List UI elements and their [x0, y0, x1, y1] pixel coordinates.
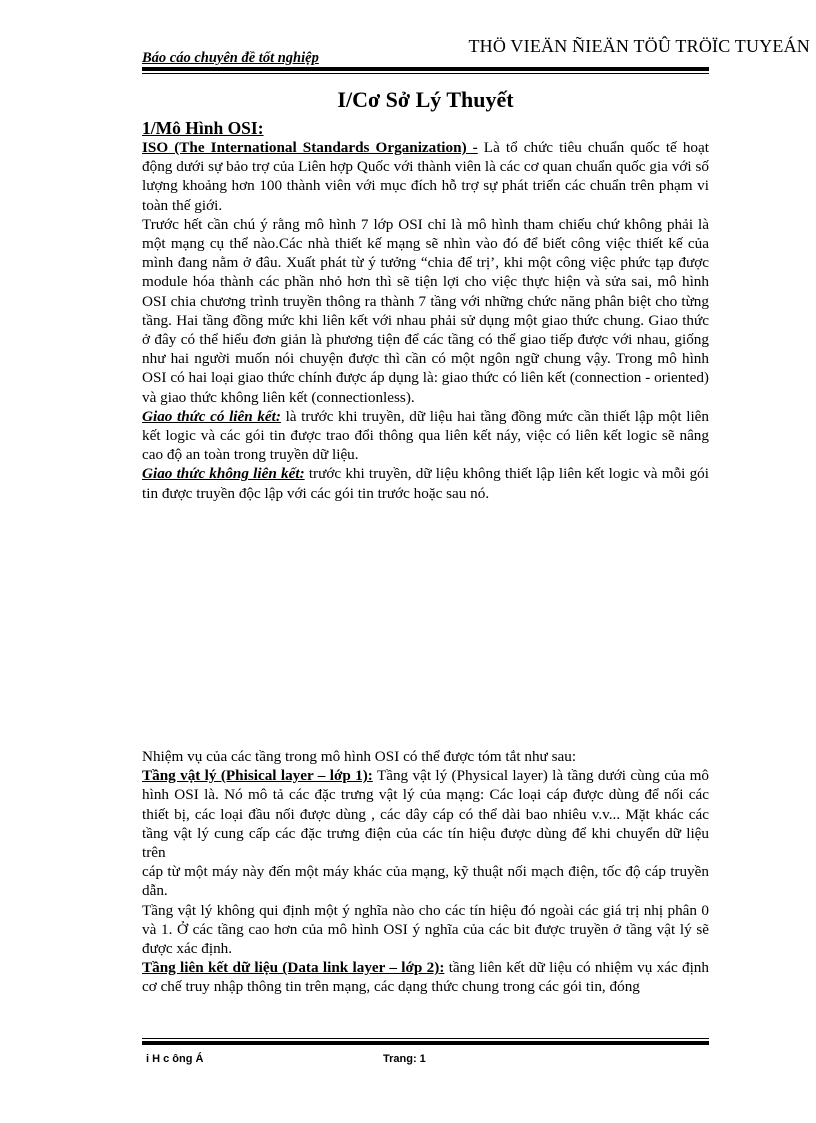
data-link-lead: Tầng liên kết dữ liệu (Data link layer – lớp 2):: [142, 959, 445, 977]
data-link-paragraph: [142, 958, 709, 996]
physical-layer-paragraph: [142, 766, 709, 862]
site-banner: THÖ VIEÄN ÑIEÄN TÖÛ TRÖÏC TUYEÁN: [468, 36, 810, 56]
header-rule-thick: [142, 67, 709, 71]
iso-lead: ISO (The International Standards Organization) -: [142, 139, 478, 156]
connection-oriented-text: là trước khi truyền, dữ liệu hai tầng đồng mức cần thiết lập một liên kết logic và các gói tin được trao đổi thông qua liên kết náy, việc có liên kết logic sẽ nâng cao độ an toàn trong truyền dữ liệu.: [142, 407, 709, 464]
physical-layer-text: Tầng vật lý (Physical layer) là tầng dưới cùng của mô hình OSI là. Nó mô tả các đặc trưng vật lý của mạng: Các loại cáp được dùng để nối các thiết bị, các loại đầu nối được dùng , các dây cáp có thể dài bao nhiêu v.v... Mặt khác các tầng vật lý cung cấp các đặc trưng điện của các tín hiệu được dùng để khi chuyển dữ liệu trên: [142, 767, 710, 862]
physical-layer-bits-paragraph: Tầng vật lý không qui định một ý nghĩa nào cho các tín hiệu đó ngoài các giá trị nhị phân 0 và 1. Ở các tầng cao hơn của mô hình OSI ý nghĩa của các bit được truyền ở tầng vật lý sẽ được xác định.: [142, 901, 709, 958]
footer-rule-thin: [142, 1038, 709, 1039]
layers-section: [142, 747, 709, 997]
osi-overview-paragraph: Trước hết cần chú ý rằng mô hình 7 lớp OSI chỉ là mô hình tham chiếu chứ không phải là một mạng cụ thể nào.Các nhà thiết kế mạng sẽ nhìn vào đó để biết công việc thiết kế của mình đang nằm ở đâu. Xuất phát từ ý tưởng “chia để trị’, khi một công việc phức tạp được module hóa thành các phần nhỏ hơn thì sẽ tiện lợi cho việc thực hiện và sửa sai, mô hình OSI chia chương trình truyền thông ra thành 7 tầng với những chức năng phân biệt cho từng tầng. Hai tầng đồng mức khi liên kết với nhau phải sử dụng một giao thức chung. Giao thức ở đây có thể hiểu đơn giản là phương tiện để các tầng có thể giao tiếp được với nhau, giống như hai người muốn nói chuyện được thì cần có một ngôn ngữ chung vậy. Trong mô hình OSI có hai loại giao thức chính được áp dụng là: giao thức có liên kết (connection - oriented) và giao thức không liên kết (connectionless).: [142, 215, 709, 406]
iso-text: Là tổ chức tiêu chuẩn quốc tế hoạt động dưới sự bảo trợ của Liên hợp Quốc với thành viên là các cơ quan chuẩn quốc gia với số lượng khoảng hơn 100 thành viên với mục đích hỗ trợ sự phát triển các chuẩn trên phạm vi toàn thế giới.: [142, 139, 709, 214]
connectionless-paragraph: [142, 464, 709, 502]
page-title: I/Cơ Sở Lý Thuyết: [337, 87, 514, 112]
layers-intro: Nhiệm vụ của các tầng trong mô hình OSI có thể được tóm tắt như sau:: [142, 748, 577, 765]
data-link-text: tầng liên kết dữ liệu có nhiệm vụ xác định cơ chế truy nhập thông tin trên mạng, các dạng thức chung trong các gói tin, đóng: [142, 959, 709, 996]
connectionless-lead: Giao thức không liên kết:: [142, 465, 305, 483]
connection-oriented-lead: Giao thức có liên kết:: [142, 407, 281, 425]
footer-institution: i H c ông Á: [146, 1053, 204, 1065]
section-heading: 1/Mô Hình OSI:: [142, 118, 264, 138]
iso-paragraph: [142, 138, 709, 215]
connection-oriented-paragraph: [142, 407, 709, 465]
osi-section: [142, 118, 709, 503]
report-header: Báo cáo chuyên đề tốt nghiệp: [142, 50, 319, 66]
connectionless-text: trước khi truyền, dữ liệu không thiết lập liên kết logic và mỗi gói tin được truyền độc lập với các gói tin trước hoặc sau nó.: [142, 465, 709, 502]
physical-layer-continuation: cáp từ một máy này đến một máy khác của mạng, kỹ thuật nối mạch điện, tốc độ cáp truyền dẫn.: [142, 863, 709, 900]
header-rule-thin: [142, 73, 709, 74]
page-number: Trang: 1: [383, 1053, 426, 1065]
physical-layer-lead: Tầng vật lý (Phisical layer – lớp 1):: [142, 767, 373, 785]
footer-rule-thick: [142, 1041, 709, 1045]
